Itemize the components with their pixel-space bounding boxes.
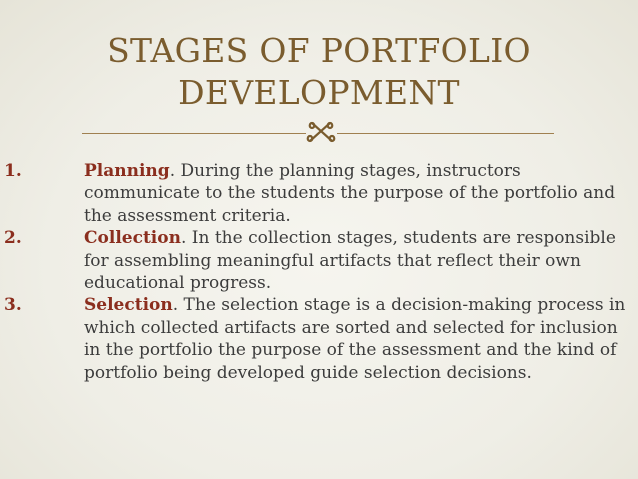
item-term: Collection [84,228,181,249]
stages-list [0,160,628,384]
item-number: 1. [4,161,22,181]
item-number: 3. [4,295,22,316]
divider-right [337,133,554,134]
crossed-loops-ornament-icon [306,119,336,145]
item-number: 2. [4,228,22,249]
item-text: . The selection stage is a decision-making process in which collected artifacts are sorted and selected for inclusion in the portfolio the purpose of the assessment and the kind of portfolio being developed guide selection decisions. [84,295,626,383]
title-line-1: STAGES OF PORTFOLIO [107,31,531,70]
item-text: . In the collection stages, students are responsible for assembling meaningful artifacts that reflect their own educational progress. [84,228,616,294]
title-line-2: DEVELOPMENT [178,73,460,112]
item-text: . During the planning stages, instructors communicate to the students the purpose of the portfolio and the assessment criteria. [84,161,616,226]
list-item-selection [0,294,628,384]
slide-title [0,30,638,114]
divider-left [82,133,306,134]
list-item-planning [0,160,628,227]
item-term: Planning [84,161,170,181]
list-item-collection [0,227,628,294]
item-term: Selection [84,295,173,316]
